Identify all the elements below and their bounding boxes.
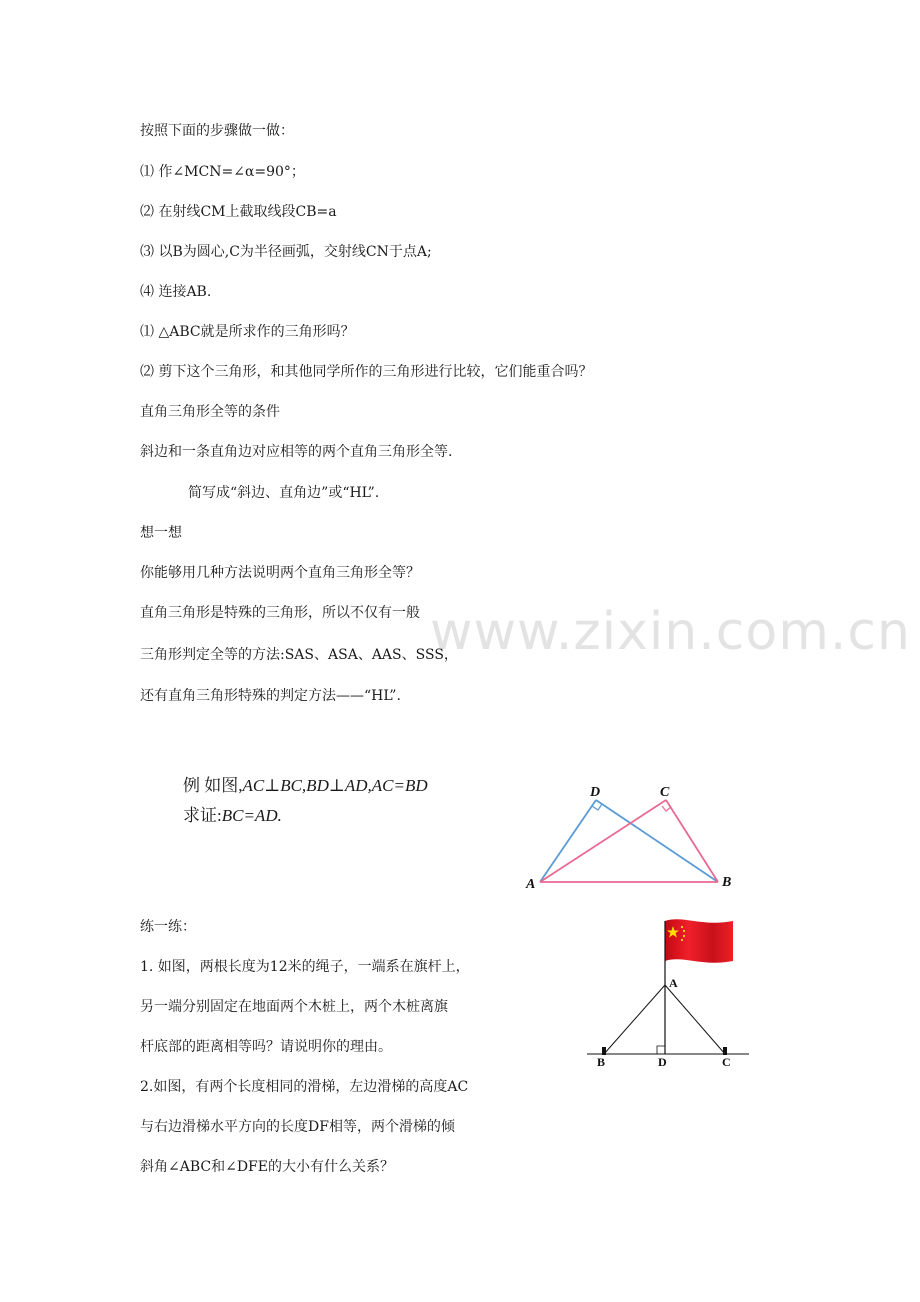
segment-AC [540, 800, 666, 882]
text-line: ⑵ 在射线CM上截取线段CB=a [140, 204, 337, 220]
text-line: 你能够用几种方法说明两个直角三角形全等？ [140, 565, 420, 581]
label-B: B [722, 875, 732, 890]
label-D: D [590, 785, 601, 800]
example-condition: AC⊥BC,BD⊥AD,AC=BD [242, 776, 428, 795]
example-statement [183, 774, 428, 798]
text-line: 另一端分别固定在地面两个木桩上，两个木桩离旗 [140, 999, 448, 1015]
text-line: ⑵ 剪下这个三角形，和其他同学所作的三角形进行比较，它们能重合吗？ [140, 364, 593, 380]
label-A: A [526, 877, 536, 892]
flagpole-figure [585, 915, 755, 1075]
text-line: ⑶ 以B为圆心,C为半径画弧，交射线CN于点A; [140, 244, 432, 260]
text-line: 还有直角三角形特殊的判定方法——“HL”. [140, 688, 401, 704]
segment-DB [596, 800, 718, 882]
right-angle-D [657, 1046, 665, 1054]
text-line: 2.如图，有两个长度相同的滑梯，左边滑梯的高度AC [140, 1079, 469, 1095]
text-line: 1. 如图，两根长度为12米的绳子，一端系在旗杆上， [140, 959, 470, 975]
text-line: ⑴ 作∠MCN=∠α=90°； [140, 164, 305, 180]
stake-B [602, 1047, 606, 1055]
text-line: 按照下面的步骤做一做： [140, 123, 294, 139]
rope-AB [604, 985, 665, 1054]
label-B: B [597, 1055, 606, 1069]
flag-small-star-icon [681, 939, 683, 941]
text-line: 与右边滑梯水平方向的长度DF相等，两个滑梯的倾 [140, 1119, 455, 1135]
segment-CB [666, 800, 718, 882]
example-prefix: 例 如图, [183, 776, 243, 795]
flag [665, 919, 733, 962]
text-line: ⑷ 连接AB. [140, 284, 212, 300]
label-A: A [669, 976, 678, 990]
watermark: www.zixin.com.cn [430, 602, 911, 662]
label-D: D [658, 1055, 667, 1069]
example-figure [520, 778, 750, 898]
text-line: ⑴ △ABC就是所求作的三角形吗？ [140, 324, 355, 340]
section-heading: 练一练： [140, 919, 196, 935]
text-line: 直角三角形是特殊的三角形，所以不仅有一般 [140, 605, 420, 621]
flag-small-star-icon [683, 935, 685, 937]
section-heading: 想一想 [140, 525, 182, 541]
example-prove [183, 804, 282, 828]
stake-C [723, 1047, 727, 1055]
flag-small-star-icon [683, 930, 685, 932]
segment-AD [540, 800, 596, 882]
theorem-text: 斜边和一条直角边对应相等的两个直角三角形全等. [140, 444, 453, 460]
prove-prefix: 求证: [183, 806, 222, 825]
flag-small-star-icon [681, 926, 683, 928]
rope-AC [665, 985, 725, 1054]
text-line: 三角形判定全等的方法:SAS、ASA、AAS、SSS， [140, 647, 458, 663]
text-line: 杆底部的距离相等吗？请说明你的理由。 [140, 1039, 392, 1055]
text-line: 斜角∠ABC和∠DFE的大小有什么关系？ [140, 1159, 394, 1175]
section-heading: 直角三角形全等的条件 [140, 404, 280, 420]
label-C: C [660, 785, 670, 800]
label-C: C [722, 1055, 731, 1069]
theorem-short: 简写成“斜边、直角边”或“HL”. [188, 485, 380, 501]
prove-statement: BC=AD. [221, 806, 282, 825]
